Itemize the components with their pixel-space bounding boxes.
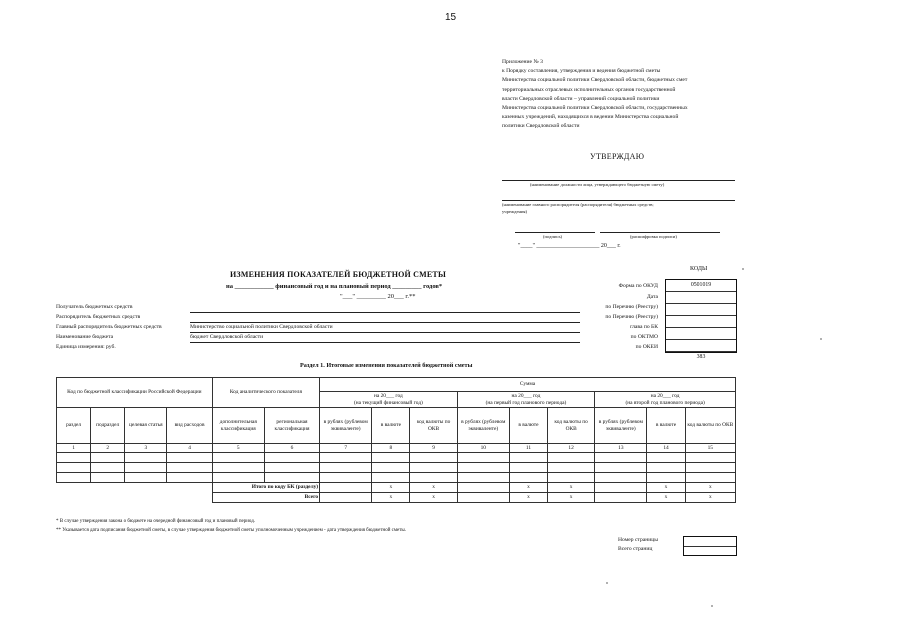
section-title: Раздел 1. Итоговые изменения показателей бюджетной сметы [300,362,473,369]
date-code [666,292,736,304]
date-label: Дата [646,294,658,300]
x-cell: х [509,493,547,503]
col-section: раздел [57,408,91,444]
year3-subheader: (на второй год планового периода) [595,400,736,408]
x-cell: х [647,483,685,493]
registry-code-2 [666,316,736,328]
document-title: ИЗМЕНЕНИЯ ПОКАЗАТЕЛЕЙ БЮДЖЕТНОЙ СМЕТЫ [230,270,447,279]
manager-caption: (наименование главного распорядителя (распорядителя) бюджетных средств; [502,202,654,207]
col-number: 3 [125,444,167,453]
col-number: 5 [212,444,264,453]
page-number-cell [684,537,736,547]
budget-name-value: бюджет Свердловской области [190,334,264,340]
indicators-table [56,377,736,503]
table-row [57,453,736,463]
col-regional: региональная классификация [264,408,319,444]
decoding-caption: (расшифровка подписи) [630,234,677,239]
registry-code-1 [666,304,736,316]
year3-header: на 20___ год [595,392,736,400]
bk-chapter-code [666,328,736,340]
x-cell: х [685,483,735,493]
col-number: 13 [595,444,647,453]
appendix-line: территориальных отраслевых исполнительных органов государственной [502,86,676,93]
distributor-label: Распорядитель бюджетных средств [56,314,141,320]
signature-caption: (подпись) [543,234,563,239]
col-currency-1: в валюте [372,408,410,444]
x-cell: х [548,483,595,493]
page-number: 15 [445,12,457,23]
signature-line [515,232,595,233]
x-cell: х [509,483,547,493]
scan-speck [711,605,713,607]
document-subtitle: на ____________ финансовый год и на плановый период _________ годов* [226,283,443,290]
pages-box [683,536,737,556]
x-cell: х [372,483,410,493]
col-currency-3: в валюте [647,408,685,444]
scan-speck [820,338,822,340]
col-additional: дополнительная классификация [212,408,264,444]
col-number: 10 [457,444,509,453]
x-cell: х [410,483,457,493]
year2-header: на 20___ год [457,392,595,400]
col-rub-2: в рублях (рублевом эквиваленте) [457,408,509,444]
x-cell: х [372,493,410,503]
document-date: "___" _________ 20___ г.** [340,293,416,300]
footnote-2: ** Указывается дата подписания бюджетной сметы, в случае утверждения бюджетной сметы уполномоченным учреждением - дата утверждения бюджетной сметы. [56,528,407,533]
appendix-line: Министерства социальной политики Свердловской области, бюджетных смет [502,77,688,84]
registry-label-1: по Перечню (Реестру) [605,304,658,310]
appendix-line: власти Свердловской области – управлений социальной политики [502,95,660,102]
col-number: 15 [685,444,735,453]
unit-label: Единица измерения: руб. [56,344,116,350]
page-number-label: Номер страницы [618,537,658,543]
col-currency-2: в валюте [509,408,547,444]
approval-date: "____" _____________________ 20___ г. [518,243,621,249]
position-line [502,180,735,181]
appendix-line: Приложение № 3 [502,59,543,65]
okud-code: 0501019 [666,280,736,292]
okei-label: по ОКЕИ [635,344,658,350]
col-number: 4 [167,444,212,453]
col-number: 9 [410,444,457,453]
col-number: 12 [548,444,595,453]
x-cell: х [410,493,457,503]
total-bk-label: Итого по коду БК (разделу) [212,483,319,493]
total-bk-row [57,483,736,493]
codes-header: КОДЫ [690,266,708,272]
decoding-line [600,232,720,233]
total-pages-cell [684,547,736,556]
total-pages-label: Всего страниц [618,546,653,552]
col-exptype: вид расходов [167,408,212,444]
chief-distributor-label: Главный распорядитель бюджетных средств [56,324,162,330]
col-okv-2: код валюты по ОКВ [548,408,595,444]
recipient-label: Получатель бюджетных средств [56,304,133,310]
col-rub-3: в рублях (рублевом эквиваленте) [595,408,647,444]
budget-code-header: Код по бюджетной классификации Российской Федерации [57,378,213,408]
col-target: целевая статья [125,408,167,444]
col-okv-1: код валюты по ОКВ [410,408,457,444]
codes-box [665,279,737,360]
col-number: 2 [91,444,125,453]
sum-header: Сумма [320,378,736,392]
budget-name-label: Наименование бюджета [56,334,114,340]
appendix-line: политики Свердловской области [502,123,580,130]
budget-name-line [190,342,580,343]
grand-total-row [57,493,736,503]
appendix-line: Министерства социальной политики Свердловской области, государственных [502,105,688,112]
footnote-1: * В случае утверждения закона о бюджете на очередной финансовый год и плановый период. [56,519,256,524]
manager-line [502,200,735,201]
manager-caption-2: учреждения) [502,209,528,214]
recipient-line [190,312,580,313]
chief-distributor-line [190,332,580,333]
oktmo-code [666,340,736,352]
col-okv-3: код валюты по ОКВ [685,408,735,444]
col-rub-1: в рублях (рублевом эквиваленте) [320,408,372,444]
grand-total-label: Всего [212,493,319,503]
chief-distributor-value: Министерство социальной политики Свердловской области [190,324,333,330]
col-number: 11 [509,444,547,453]
col-number: 14 [647,444,685,453]
bk-chapter-label: глава по БК [630,324,658,330]
appendix-line: к Порядку составления, утверждения и ведения бюджетной сметы [502,68,661,75]
x-cell: х [647,493,685,503]
x-cell: х [548,493,595,503]
col-number: 7 [320,444,372,453]
col-subsection: подраздел [91,408,125,444]
analytic-code-header: Код аналитического показателя [212,378,319,408]
col-number: 1 [57,444,91,453]
okud-label: Форма по ОКУД [618,283,658,289]
year1-subheader: (на текущий финансовый год) [320,400,458,408]
scan-speck [742,268,744,270]
table-row [57,473,736,483]
approval-title: УТВЕРЖДАЮ [590,152,645,161]
year2-subheader: (на первый год планового периода) [457,400,595,408]
appendix-note [502,58,742,132]
table-row [57,463,736,473]
distributor-line [190,322,580,323]
okei-code: 383 [696,354,706,360]
col-number: 6 [264,444,319,453]
position-caption: (наименование должности лица, утверждающего бюджетную смету) [530,182,665,187]
oktmo-label: по ОКТМО [630,334,658,340]
column-numbers-row [57,444,736,453]
appendix-line: казенных учреждений, находящихся в ведении Министерства социальной [502,114,679,121]
col-number: 8 [372,444,410,453]
year1-header: на 20___ год [320,392,458,400]
registry-label-2: по Перечню (Реестру) [605,314,658,320]
scan-speck [606,582,608,584]
x-cell: х [685,493,735,503]
